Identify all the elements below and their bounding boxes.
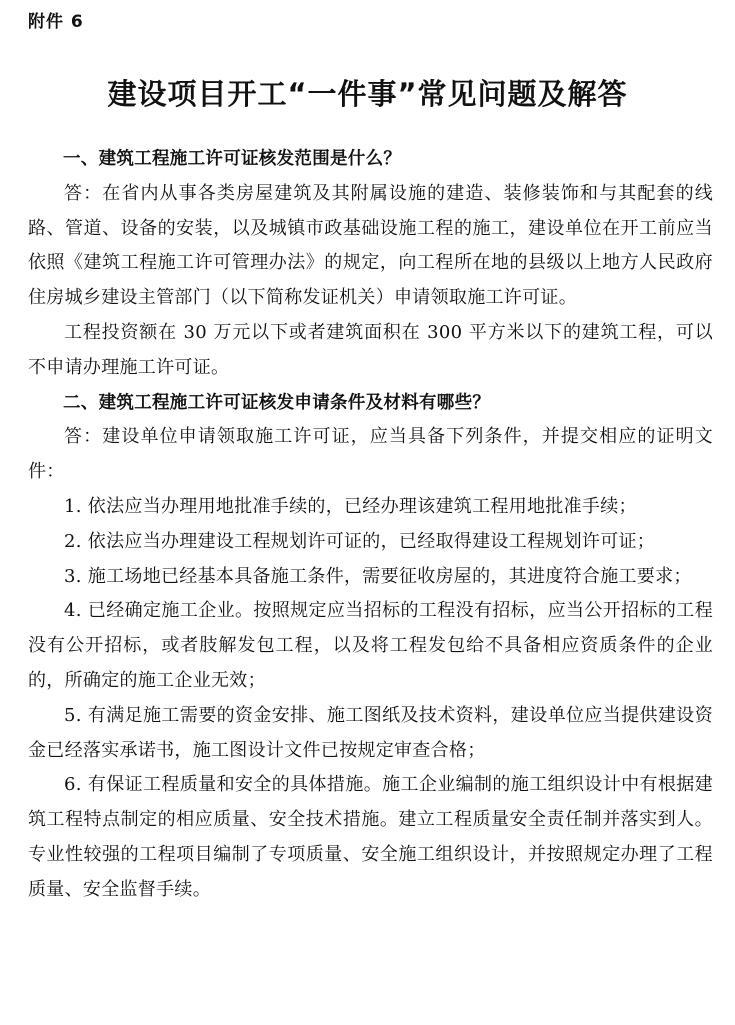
section-1-answer: 答：在省内从事各类房屋建筑及其附属设施的建造、装修装饰和与其配套的线路、管道、设备的安装，以及城镇市政基础设施工程的施工，建设单位在开工前应当依照《建筑工程施工许可管理办法》的规定，向工程所在地的县级以上地方人民政府住房城乡建设主管部门（以下简称发证机关）申请领取施工许可证。 [28,182,713,309]
condition-item-6: 6. 有保证工程质量和安全的具体措施。施工企业编制的施工组织设计中有根据建筑工程特点制定的相应质量、安全技术措施。建立工程质量安全责任制并落实到人。专业性较强的工程项目编制了专项质量、安全施工组织设计，并按照规定办理了工程质量、安全监督手续。 [28,774,713,900]
condition-item-3: 3. 施工场地已经基本具备施工条件，需要征收房屋的，其进度符合施工要求； [64,565,692,587]
condition-item-4: 4. 已经确定施工企业。按照规定应当招标的工程没有招标，应当公开招标的工程没有公开招标，或者肢解发包工程，以及将工程发包给不具备相应资质条件的企业的，所确定的施工企业无效； [28,600,713,691]
condition-item-2: 2. 依法应当办理建设工程规划许可证的，已经取得建设工程规划许可证； [64,530,656,552]
section-2-heading: 二、建筑工程施工许可证核发申请条件及材料有哪些？ [63,392,491,413]
document-body [28,142,713,908]
attachment-label: 附件 6 [28,12,84,32]
document-title: 建设项目开工“一件事”常见问题及解答 [107,77,628,111]
condition-item-5: 5. 有满足施工需要的资金安排、施工图纸及技术资料，建设单位应当提供建设资金已经落实承诺书，施工图设计文件已按规定审查合格； [28,704,713,761]
section-1-exemption: 工程投资额在 30 万元以下或者建筑面积在 300 平方米以下的建筑工程，可以不申请办理施工许可证。 [28,321,713,378]
section-2-answer: 答：建设单位申请领取施工许可证，应当具备下列条件，并提交相应的证明文件： [28,426,713,483]
condition-item-1: 1. 依法应当办理用地批准手续的，已经办理该建筑工程用地批准手续； [64,495,637,517]
section-1-heading: 一、建筑工程施工许可证核发范围是什么？ [63,149,402,169]
